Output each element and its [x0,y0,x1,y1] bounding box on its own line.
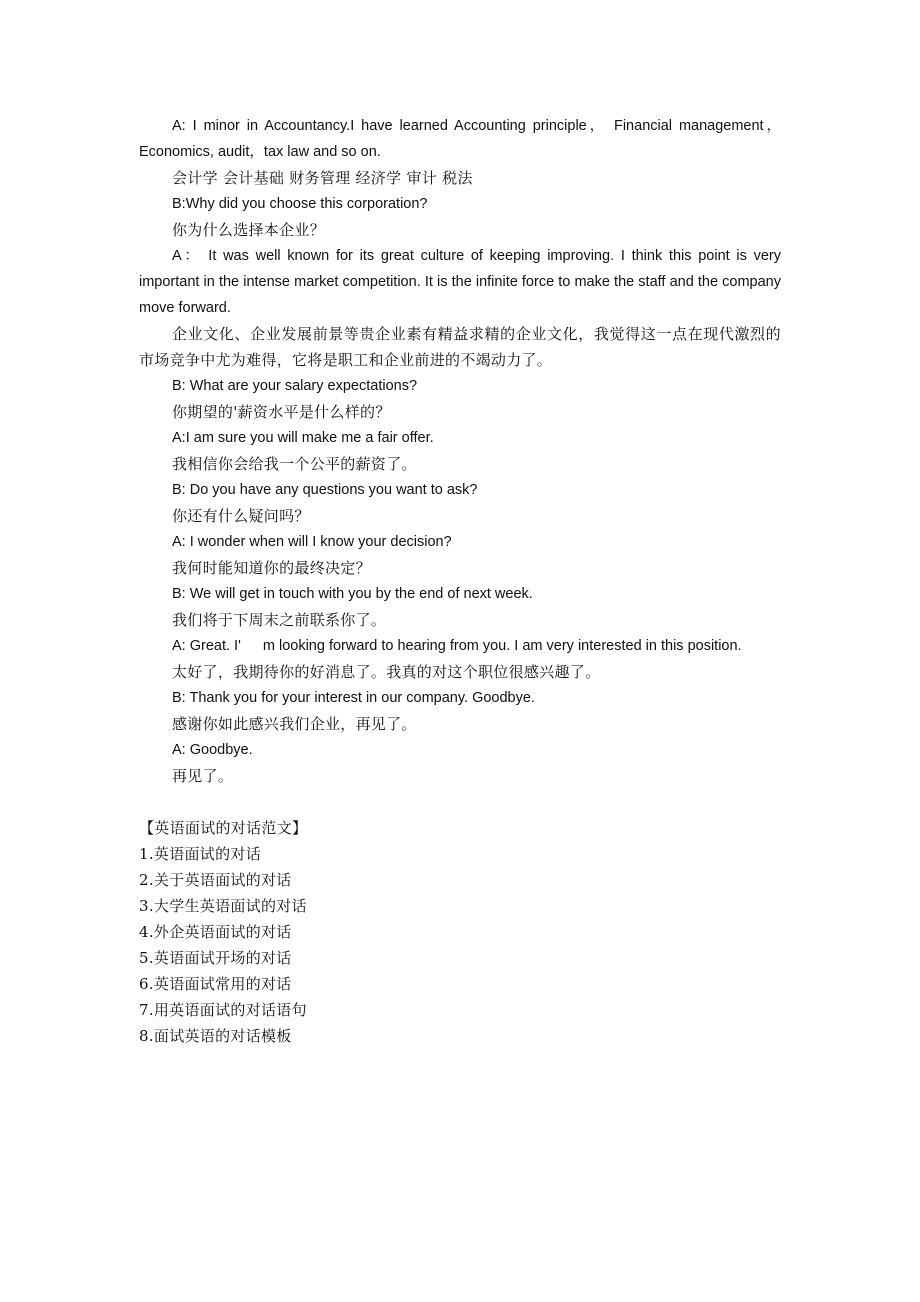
dialogue-line-zh-goodbye: 再见了。 [172,767,234,785]
dialogue-line-a-great-part1: A: Great. I' [172,638,241,654]
document-page [139,113,781,1049]
dialogue-line-b-why-choose: B:Why did you choose this corporation? [172,196,428,212]
dialogue-line-zh-questions: 你还有什么疑问吗？ [172,507,310,525]
dialogue-line-zh-decision: 我何时能知道你的最终决定？ [172,559,371,577]
dialogue-line-a-great-part2: m looking forward to hearing from you. I am very interested in this position. [262,638,742,654]
dialogue-line-b-questions: B: Do you have any questions you want to ask? [172,482,478,498]
related-articles-title: 【英语面试的对话范文】 [139,819,308,837]
dialogue-line-zh-subjects: 会计学 会计基础 财务管理 经济学 审计 税法 [172,169,473,187]
related-article-link[interactable]: 8.面试英语的对话模板 [139,1027,292,1045]
dialogue-line-b-thank-you: B: Thank you for your interest in our company. Goodbye. [172,690,535,706]
related-article-link[interactable]: 6.英语面试常用的对话 [139,975,292,993]
dialogue-line-zh-fair-offer: 我相信你会给我一个公平的薪资了。 [172,455,417,473]
related-article-link[interactable]: 3.大学生英语面试的对话 [139,897,307,915]
dialogue-line-zh-why-choose: 你为什么选择本企业？ [172,221,326,239]
dialogue-line-a-minor: A: I minor in Accountancy.I have learned Accounting principle， Financial management，Economics, audit，tax law and so on. [139,118,781,160]
related-article-link[interactable]: 7.用英语面试的对话语句 [139,1001,307,1019]
dialogue-line-b-salary: B: What are your salary expectations? [172,378,418,394]
dialogue-line-zh-next-week: 我们将于下周末之前联系你了。 [172,611,387,629]
related-article-link[interactable]: 2.关于英语面试的对话 [139,871,292,889]
dialogue-line-zh-salary: 你期望的'薪资水平是什么样的？ [172,403,391,421]
related-article-link[interactable]: 1.英语面试的对话 [139,845,262,863]
related-article-link[interactable]: 4.外企英语面试的对话 [139,923,292,941]
dialogue-line-b-next-week: B: We will get in touch with you by the end of next week. [172,586,533,602]
dialogue-line-a-decision: A: I wonder when will I know your decision? [172,534,452,550]
dialogue-line-zh-thank-you: 感谢你如此感兴我们企业，再见了。 [172,715,417,733]
dialogue-line-a-goodbye: A: Goodbye. [172,742,253,758]
related-article-link[interactable]: 5.英语面试开场的对话 [139,949,292,967]
dialogue-line-a-culture: A： It was well known for its great culture of keeping improving. I think this point is very important in the intense market competition. It is the infinite force to make the staff and the company move forward. [139,248,781,316]
section-spacer [139,789,781,815]
dialogue-line-zh-culture: 企业文化、企业发展前景等贵企业素有精益求精的企业文化，我觉得这一点在现代激烈的市场竞争中尤为难得，它将是职工和企业前进的不竭动力了。 [139,325,781,369]
dialogue-line-a-fair-offer: A:I am sure you will make me a fair offer. [172,430,434,446]
dialogue-line-a-great [139,633,781,659]
dialogue-line-zh-great: 太好了，我期待你的好消息了。我真的对这个职位很感兴趣了。 [172,663,601,681]
